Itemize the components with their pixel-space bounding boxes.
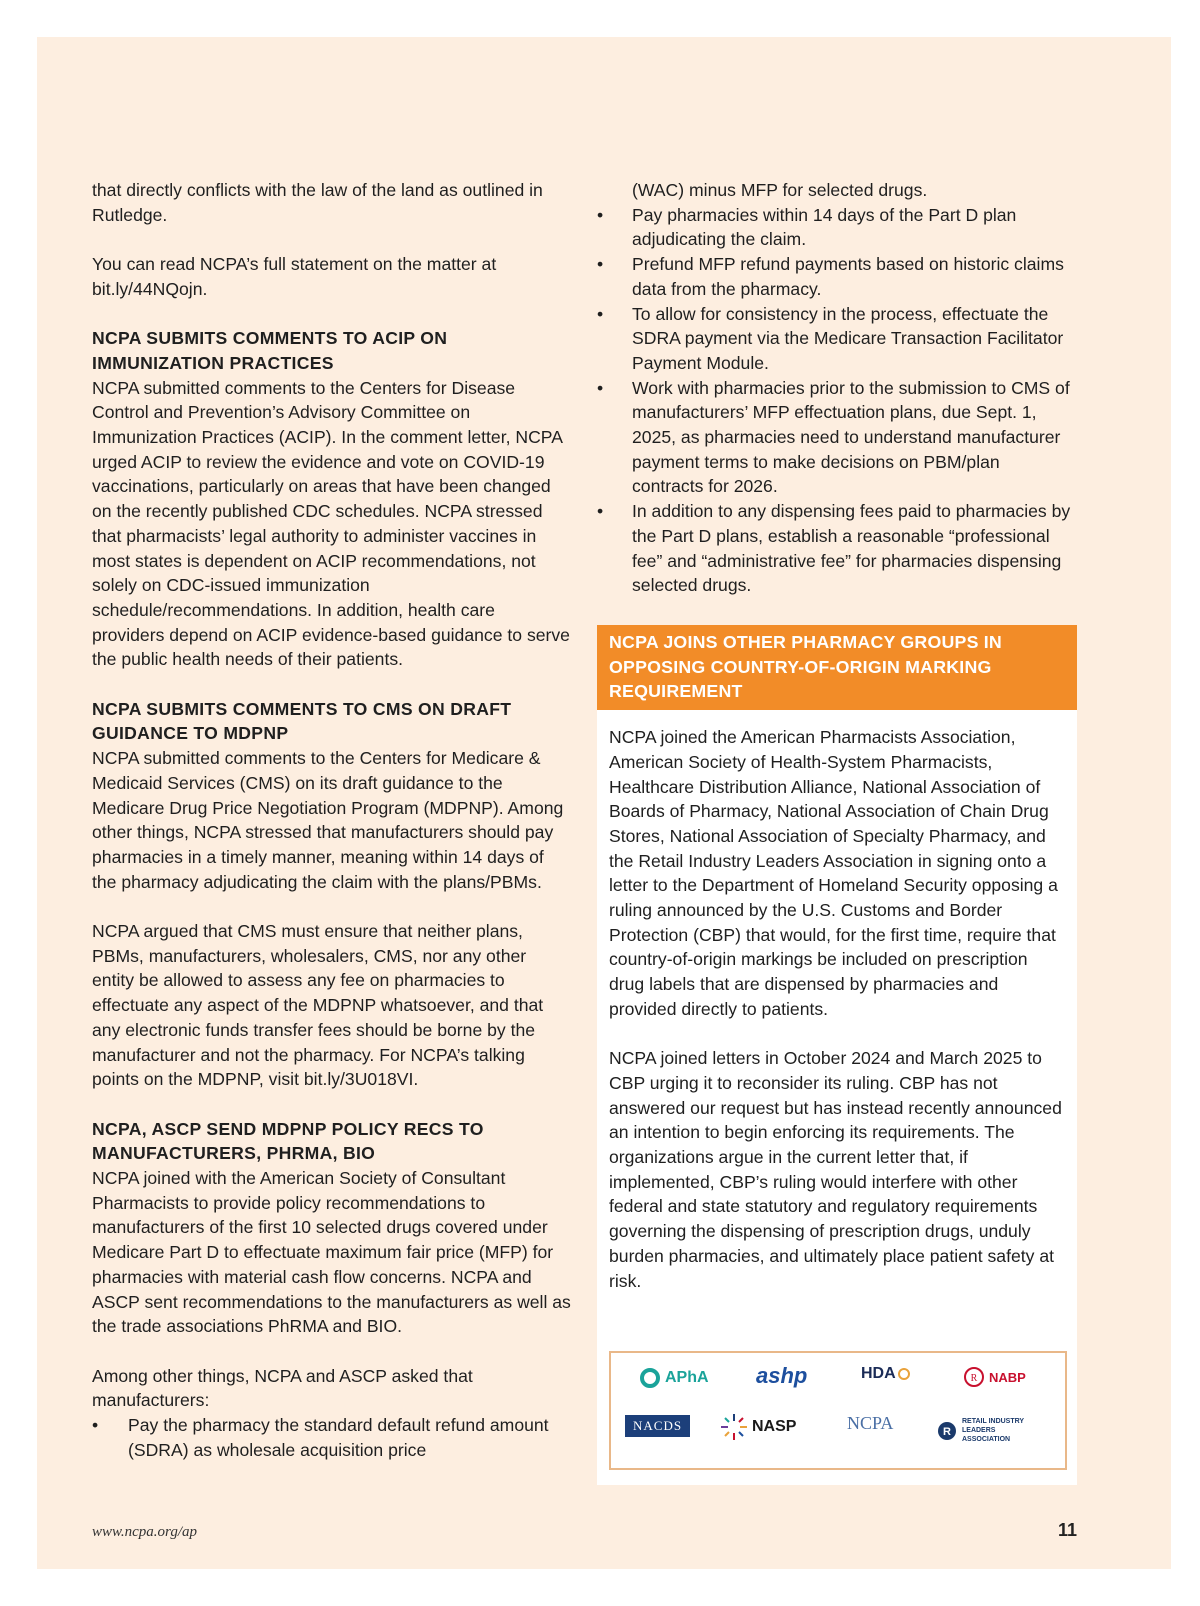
- intro-paragraph-2: You can read NCPA’s full statement on the matter at bit.ly/44NQojn.: [92, 254, 497, 299]
- intro-paragraph-1: that directly conflicts with the law of the land as outlined in Rutledge.: [92, 180, 543, 225]
- hda-logo: HDA: [861, 1365, 910, 1383]
- apha-mark-icon: [639, 1367, 661, 1389]
- section-body-ascp-2: Among other things, NCPA and ASCP asked that manufacturers:: [92, 1365, 473, 1411]
- nabp-logo: R NABP: [963, 1366, 1026, 1388]
- list-item: • Prefund MFP refund payments based on historic claims data from the pharmacy.: [597, 252, 1075, 301]
- rila-logo: R RETAIL INDUSTRY LEADERS ASSOCIATION: [937, 1417, 1042, 1444]
- ncpa-logo: NCPA: [847, 1413, 894, 1433]
- section-heading-ascp: NCPA, ASCP SEND MDPNP POLICY RECS TO MANUFACTURERS, PHRMA, BIO: [92, 1118, 484, 1164]
- list-item: • Pay pharmacies within 14 days of the Part D plan adjudicating the claim.: [597, 203, 1075, 252]
- section-body-acip: NCPA submitted comments to the Centers for Disease Control and Prevention’s Advisory Committee on Immunization Practices (ACIP). In the comment letter, NCPA urged ACIP to review the evidence and vote on COVID-19 vaccinations, particularly on areas that have been changed on the recently published CDC schedules. NCPA stressed that pharmacists’ legal authority to administer vaccines in most states is dependent on ACIP recommendations, not solely on CDC-issued immunization schedule/recommendations. In addition, health care providers depend on ACIP evidence-based guidance to serve the public health needs of their patients.: [92, 377, 570, 670]
- nasp-logo: NASP: [719, 1412, 796, 1442]
- list-item-continuation: (WAC) minus MFP for selected drugs.: [632, 180, 928, 200]
- nacds-logo: NACDS: [625, 1415, 690, 1437]
- section-heading-cms: NCPA SUBMITS COMMENTS TO CMS ON DRAFT GUIDANCE TO MDPNP: [92, 698, 512, 744]
- left-column: [92, 178, 572, 1462]
- sidebar-paragraph-2: NCPA joined letters in October 2024 and March 2025 to CBP urging it to reconsider its ruling. CBP has not answered our request but has instead recently announced an intention to begin enforcing its requirements. The organizations argue in the current letter that, if implemented, CBP’s ruling would interfere with other federal and state statutory and regulatory requirements governing the dispensing of prescription drugs, unduly burden pharmacies, and ultimately place patient safety at risk.: [609, 1048, 1062, 1291]
- sidebar-box: [597, 625, 1077, 1485]
- sidebar-body: [597, 710, 1077, 1293]
- nasp-starburst-icon: [719, 1412, 749, 1442]
- page-number: 11: [1058, 1520, 1078, 1540]
- nabp-seal-icon: [963, 1366, 985, 1388]
- recommendation-list: [92, 1413, 572, 1462]
- list-item: • Work with pharmacies prior to the submission to CMS of manufacturers’ MFP effectuation plans, due Sept. 1, 2025, as pharmacies need to understand manufacturer payment terms to make decisions on PBM/plan contracts for 2026.: [597, 376, 1075, 500]
- list-item: • In addition to any dispensing fees paid to pharmacies by the Part D plans, establish a reasonable “professional fee” and “administrative fee” for pharmacies dispensing selected drugs.: [597, 499, 1075, 598]
- apha-logo: APhA: [639, 1367, 709, 1389]
- sidebar-heading: NCPA JOINS OTHER PHARMACY GROUPS IN OPPOSING COUNTRY-OF-ORIGIN MARKING REQUIREMENT: [597, 625, 1077, 710]
- section-body-cms-2: NCPA argued that CMS must ensure that neither plans, PBMs, manufacturers, wholesalers, CMS, nor any other entity be allowed to assess any fee on pharmacies to effectuate any aspect of the MDPNP whatsoever, and that any electronic funds transfer fees should be borne by the manufacturer and not the pharmacy. For NCPA’s talking points on the MDPNP, visit bit.ly/3U018VI.: [92, 921, 544, 1090]
- recommendation-list-continued: [597, 203, 1075, 598]
- list-item: • Pay the pharmacy the standard default refund amount (SDRA) as wholesale acquisition price: [92, 1413, 572, 1462]
- partner-logos-box: [609, 1351, 1067, 1470]
- section-body-ascp-1: NCPA joined with the American Society of Consultant Pharmacists to provide policy recommendations to manufacturers of the first 10 selected drugs covered under Medicare Part D to effectuate maximum fair price (MFP) for pharmacies with material cash flow concerns. NCPA and ASCP sent recommendations to the manufacturers as well as the trade associations PhRMA and BIO.: [92, 1168, 571, 1337]
- section-heading-acip: NCPA SUBMITS COMMENTS TO ACIP ON IMMUNIZATION PRACTICES: [92, 328, 448, 373]
- right-column: [597, 178, 1075, 598]
- ashp-logo: ashp: [756, 1363, 808, 1388]
- list-item: • To allow for consistency in the process, effectuate the SDRA payment via the Medicare Transaction Facilitator Payment Module.: [597, 302, 1075, 376]
- section-body-cms-1: NCPA submitted comments to the Centers for Medicare & Medicaid Services (CMS) on its draft guidance to the Medicare Drug Price Negotiation Program (MDPNP). Among other things, NCPA stressed that manufacturers should pay pharmacies in a timely manner, meaning within 14 days of the pharmacy adjudicating the claim with the plans/PBMs.: [92, 748, 564, 892]
- sidebar-paragraph-1: NCPA joined the American Pharmacists Association, American Society of Health-System Pharmacists, Healthcare Distribution Alliance, National Association of Boards of Pharmacy, National Association of Chain Drug Stores, National Association of Specialty Pharmacy, and the Retail Industry Leaders Association in signing onto a letter to the Department of Homeland Security opposing a ruling announced by the U.S. Customs and Border Protection (CBP) that would, for the first time, require that country-of-origin markings be included on prescription drug labels that are dispensed by pharmacies and provided directly to patients.: [609, 727, 1058, 1019]
- svg-text:R: R: [943, 1425, 951, 1438]
- svg-text:R: R: [970, 1373, 978, 1384]
- footer-url: www.ncpa.org/ap: [92, 1524, 198, 1540]
- rila-mark-icon: [937, 1421, 957, 1441]
- hda-mark-icon: [898, 1368, 910, 1380]
